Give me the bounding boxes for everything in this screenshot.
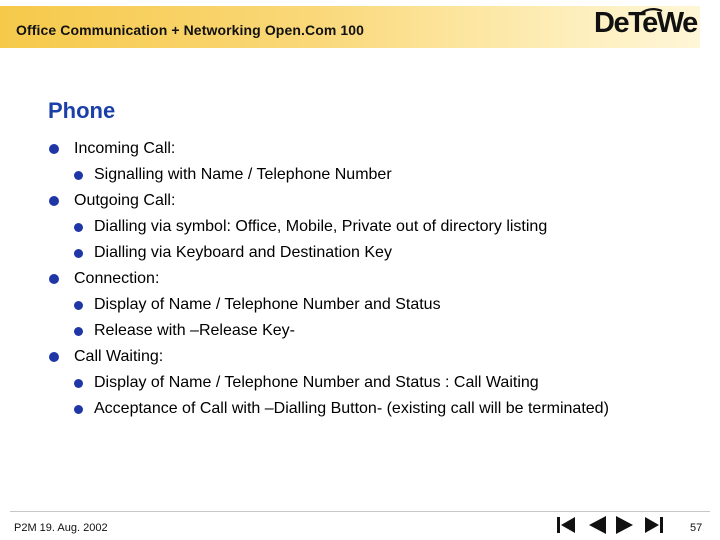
list-item [74,370,539,396]
bullet-text: Incoming Call: [74,140,176,157]
sub-bullet-text: Release with –Release Key- [94,322,295,339]
detewe-logo [592,4,710,40]
sub-bullet-text: Display of Name / Telephone Number and Status : Call Waiting [94,374,539,391]
bullet-dot [49,144,59,154]
sub-bullet-dot [74,379,83,388]
bullet-dot [49,274,59,284]
header-title: Office Communication + Networking Open.Com 100 [16,22,365,38]
bullet-text: Call Waiting: [74,348,164,365]
list-item [49,344,163,370]
list-item [74,240,392,266]
list-item [74,162,392,188]
sub-bullet-dot [74,405,83,414]
first-page-icon[interactable] [555,514,577,536]
last-page-icon[interactable] [643,514,665,536]
list-item [74,396,609,422]
list-item [74,292,441,318]
next-page-icon[interactable] [614,514,636,536]
sub-bullet-dot [74,249,83,258]
bullet-dot [49,352,59,362]
sub-bullet-dot [74,327,83,336]
footer-date: P2M 19. Aug. 2002 [14,522,108,534]
sub-bullet-text: Display of Name / Telephone Number and Status [94,296,441,313]
list-item [49,266,159,292]
sub-bullet-text: Signalling with Name / Telephone Number [94,166,392,183]
bullet-dot [49,196,59,206]
sub-bullet-text: Dialling via symbol: Office, Mobile, Private out of directory listing [94,218,548,235]
sub-bullet-text: Acceptance of Call with –Dialling Button- (existing call will be terminated) [94,400,609,417]
bullet-text: Connection: [74,270,160,287]
previous-page-icon[interactable] [586,514,608,536]
list-item [74,214,547,240]
sub-bullet-dot [74,223,83,232]
footer-divider [10,511,710,512]
list-item [49,136,175,162]
page-number: 57 [690,522,703,534]
slide-title: Phone [48,98,116,123]
bullet-text: Outgoing Call: [74,192,176,209]
sub-bullet-text: Dialling via Keyboard and Destination Key [94,244,392,261]
list-item [74,318,295,344]
logo-text: DeTeWe [594,7,697,39]
slide-header [0,0,720,52]
sub-bullet-dot [74,301,83,310]
list-item [49,188,175,214]
sub-bullet-dot [74,171,83,180]
